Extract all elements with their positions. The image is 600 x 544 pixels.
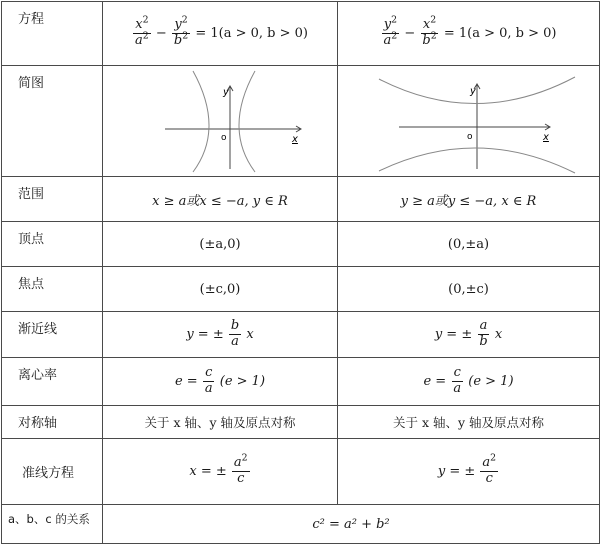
vertex-vertical: (0,±a) — [338, 222, 600, 267]
row-asymptote — [2, 312, 600, 358]
graph-vertical-cell — [338, 66, 600, 177]
directrix-horizontal: x = ± $\frac{a^2}{c}$ — [103, 439, 338, 505]
row-focus — [2, 267, 600, 312]
row-relation — [2, 505, 600, 544]
label-equation: 方程 — [2, 2, 103, 66]
label-relation: a、b、c 的关系 — [2, 505, 103, 544]
focus-horizontal: (±c,0) — [103, 267, 338, 312]
label-directrix: 准线方程 — [2, 439, 103, 505]
equation-condition: = 1(a > 0, b > 0) — [191, 26, 308, 41]
y-axis-label: y — [223, 86, 229, 98]
symmetry-vertical: 关于 x 轴、y 轴及原点对称 — [338, 406, 600, 439]
origin-label: o — [466, 131, 473, 142]
equation-vertical: $\frac{y^2}{a^2}$ − $\frac{x^2}{b^2}$ = 1(a > 0, b > 0) — [338, 2, 600, 66]
label-vertex: 顶点 — [2, 222, 103, 267]
relation-value: c² = a² + b² — [103, 505, 600, 544]
vertex-horizontal: (±a,0) — [103, 222, 338, 267]
row-range — [2, 177, 600, 222]
label-range: 范围 — [2, 177, 103, 222]
eccentricity-vertical: e = $\frac{c}{a}$ (e > 1) — [338, 358, 600, 406]
directrix-vertical: y = ± $\frac{a^2}{c}$ — [338, 439, 600, 505]
y-axis-label: y — [469, 85, 476, 97]
range-horizontal: x ≥ a或x ≤ −a, y ∈ R — [103, 177, 338, 222]
symmetry-horizontal: 关于 x 轴、y 轴及原点对称 — [103, 406, 338, 439]
label-graph: 简图 — [2, 66, 103, 177]
label-eccentricity: 离心率 — [2, 358, 103, 406]
x-axis-label: x — [292, 133, 298, 145]
graph-vertical-hyperbola — [359, 69, 579, 174]
row-symmetry — [2, 406, 600, 439]
asymptote-vertical: y = ± $\frac{a}{b}$ x — [338, 312, 600, 358]
left-branch — [193, 71, 209, 172]
row-vertex — [2, 222, 600, 267]
focus-vertical: (0,±c) — [338, 267, 600, 312]
row-eccentricity — [2, 358, 600, 406]
range-vertical: y ≥ a或y ≤ −a, x ∈ R — [338, 177, 600, 222]
graph-horizontal-hyperbola — [120, 69, 320, 174]
label-asymptote: 渐近线 — [2, 312, 103, 358]
hyperbola-properties-table — [1, 1, 600, 544]
label-focus: 焦点 — [2, 267, 103, 312]
row-directrix — [2, 439, 600, 505]
origin-label: o — [221, 132, 227, 143]
asymptote-horizontal: y = ± $\frac{b}{a}$ x — [103, 312, 338, 358]
eccentricity-horizontal: e = $\frac{c}{a}$ (e > 1) — [103, 358, 338, 406]
right-branch — [239, 71, 255, 172]
graph-horizontal-cell — [103, 66, 338, 177]
row-graph — [2, 66, 600, 177]
equation-horizontal: $\frac{x^2}{a^2}$ − $\frac{y^2}{b^2}$ = 1(a > 0, b > 0) — [103, 2, 338, 66]
x-axis-label: x — [542, 131, 549, 143]
equation-condition: = 1(a > 0, b > 0) — [439, 26, 557, 41]
label-symmetry: 对称轴 — [2, 406, 103, 439]
row-equation — [2, 2, 600, 66]
